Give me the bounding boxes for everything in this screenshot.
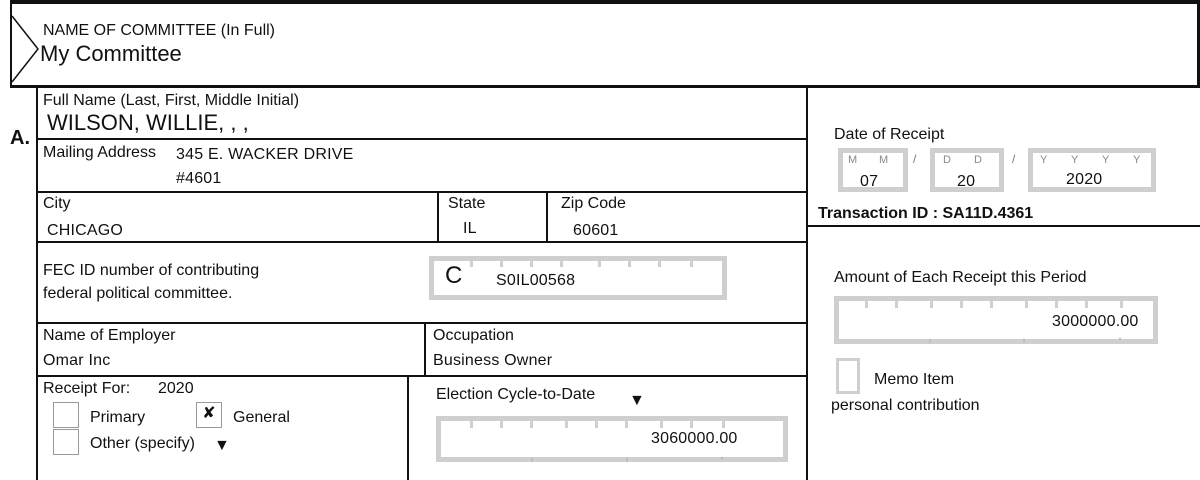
city-label: City: [43, 195, 71, 212]
city-value: CHICAGO: [47, 222, 124, 239]
fec-tick: [658, 261, 661, 267]
general-label: General: [233, 409, 290, 426]
election-cycle-label: Election Cycle-to-Date: [436, 386, 596, 403]
amount-tick: [990, 301, 993, 308]
amount-tick: [1120, 301, 1123, 308]
fec-tick: [598, 261, 601, 267]
fec-id-field[interactable]: [429, 256, 727, 300]
memo-note: personal contribution: [831, 397, 980, 414]
zip-value: 60601: [573, 222, 619, 239]
fec-id-value: S0IL00568: [496, 272, 576, 289]
fec-tick: [628, 261, 631, 267]
amount-tick: [895, 301, 898, 308]
city-row-divider: [36, 241, 806, 243]
day-value: 20: [957, 173, 976, 190]
transaction-id: Transaction ID : SA11D.4361: [818, 205, 1034, 222]
primary-label: Primary: [90, 409, 146, 426]
date-separator: /: [1012, 152, 1016, 166]
fec-id-prefix: C: [445, 262, 463, 289]
full-name-value: WILSON, WILLIE, , ,: [47, 110, 249, 135]
amount-tick: [865, 301, 868, 308]
employer-label: Name of Employer: [43, 327, 176, 344]
election-left-divider: [407, 376, 409, 480]
mailing-address-label: Mailing Address: [43, 144, 156, 161]
year-value: 2020: [1066, 171, 1103, 188]
state-label: State: [448, 195, 486, 212]
memo-checkbox[interactable]: [836, 358, 860, 394]
occupation-left-divider: [424, 322, 426, 376]
election-cycle-arrow-icon: ▼: [629, 392, 645, 409]
memo-label: Memo Item: [874, 371, 955, 388]
election-comma: ,: [625, 447, 629, 463]
address-line2: #4601: [176, 170, 222, 187]
employer-row-divider: [36, 375, 806, 377]
yyyy-letter: Y: [1040, 154, 1048, 166]
address-divider: [36, 191, 806, 193]
fec-tick: [470, 261, 473, 267]
amount-value: 3000000.00: [1052, 313, 1139, 330]
section-letter: A.: [10, 127, 30, 149]
yyyy-letter: Y: [1102, 154, 1110, 166]
fec-id-label-line1: FEC ID number of contributing: [43, 262, 260, 279]
fec-tick: [690, 261, 693, 267]
election-tick: [530, 421, 533, 428]
election-tick: [722, 421, 725, 428]
election-decimal: .: [720, 446, 724, 462]
fec-tick: [560, 261, 563, 267]
election-tick: [690, 421, 693, 428]
fec-id-label-line2: federal political committee.: [43, 285, 233, 302]
general-checkbox[interactable]: [196, 402, 222, 428]
election-cycle-value: 3060000.00: [651, 430, 738, 447]
dd-letter: D: [943, 154, 951, 166]
election-tick: [660, 421, 663, 428]
amount-comma: ,: [1022, 328, 1026, 344]
date-of-receipt-label: Date of Receipt: [834, 126, 945, 143]
election-tick: [500, 421, 503, 428]
occupation-value: Business Owner: [433, 352, 553, 369]
committee-name-label: NAME OF COMMITTEE (In Full): [43, 22, 275, 39]
amount-tick: [1025, 301, 1028, 308]
zip-label: Zip Code: [561, 195, 626, 212]
left-block-border: [36, 88, 38, 480]
other-dropdown-arrow-icon[interactable]: ▼: [214, 437, 230, 454]
mm-letter: M: [848, 154, 858, 166]
x-mark-icon: ✘: [202, 405, 216, 422]
election-comma: ,: [530, 447, 534, 463]
full-name-label: Full Name (Last, First, Middle Initial): [43, 92, 300, 109]
other-label: Other (specify): [90, 435, 195, 452]
other-checkbox[interactable]: [53, 429, 79, 455]
election-tick: [470, 421, 473, 428]
election-tick: [625, 421, 628, 428]
election-tick: [565, 421, 568, 428]
occupation-label: Occupation: [433, 327, 514, 344]
name-divider: [36, 138, 806, 140]
date-separator: /: [913, 152, 917, 166]
election-tick: [595, 421, 598, 428]
dd-letter: D: [974, 154, 982, 166]
amount-tick: [960, 301, 963, 308]
amount-decimal: .: [1118, 327, 1122, 343]
pointer-chevron-icon: [10, 14, 40, 84]
yyyy-letter: Y: [1071, 154, 1079, 166]
amount-comma: ,: [928, 328, 932, 344]
amount-tick: [930, 301, 933, 308]
receipt-for-label: Receipt For:: [43, 380, 131, 397]
state-left-divider: [437, 191, 439, 241]
middle-divider: [806, 88, 808, 480]
right-divider: [806, 225, 1200, 227]
fec-tick: [530, 261, 533, 267]
committee-name-value: My Committee: [40, 41, 182, 66]
month-value: 07: [860, 173, 879, 190]
amount-tick: [1085, 301, 1088, 308]
banner-bottom-border: [10, 85, 1200, 88]
primary-checkbox[interactable]: [53, 402, 79, 428]
amount-tick: [1055, 301, 1058, 308]
employer-value: Omar Inc: [43, 352, 111, 369]
amount-label: Amount of Each Receipt this Period: [834, 269, 1087, 286]
yyyy-letter: Y: [1133, 154, 1141, 166]
fec-tick: [500, 261, 503, 267]
mm-letter: M: [879, 154, 889, 166]
address-line1: 345 E. WACKER DRIVE: [176, 146, 354, 163]
state-value: IL: [463, 220, 477, 237]
top-border: [10, 0, 1200, 4]
fec-row-divider: [36, 322, 806, 324]
zip-left-divider: [546, 191, 548, 241]
receipt-for-year: 2020: [158, 380, 194, 397]
